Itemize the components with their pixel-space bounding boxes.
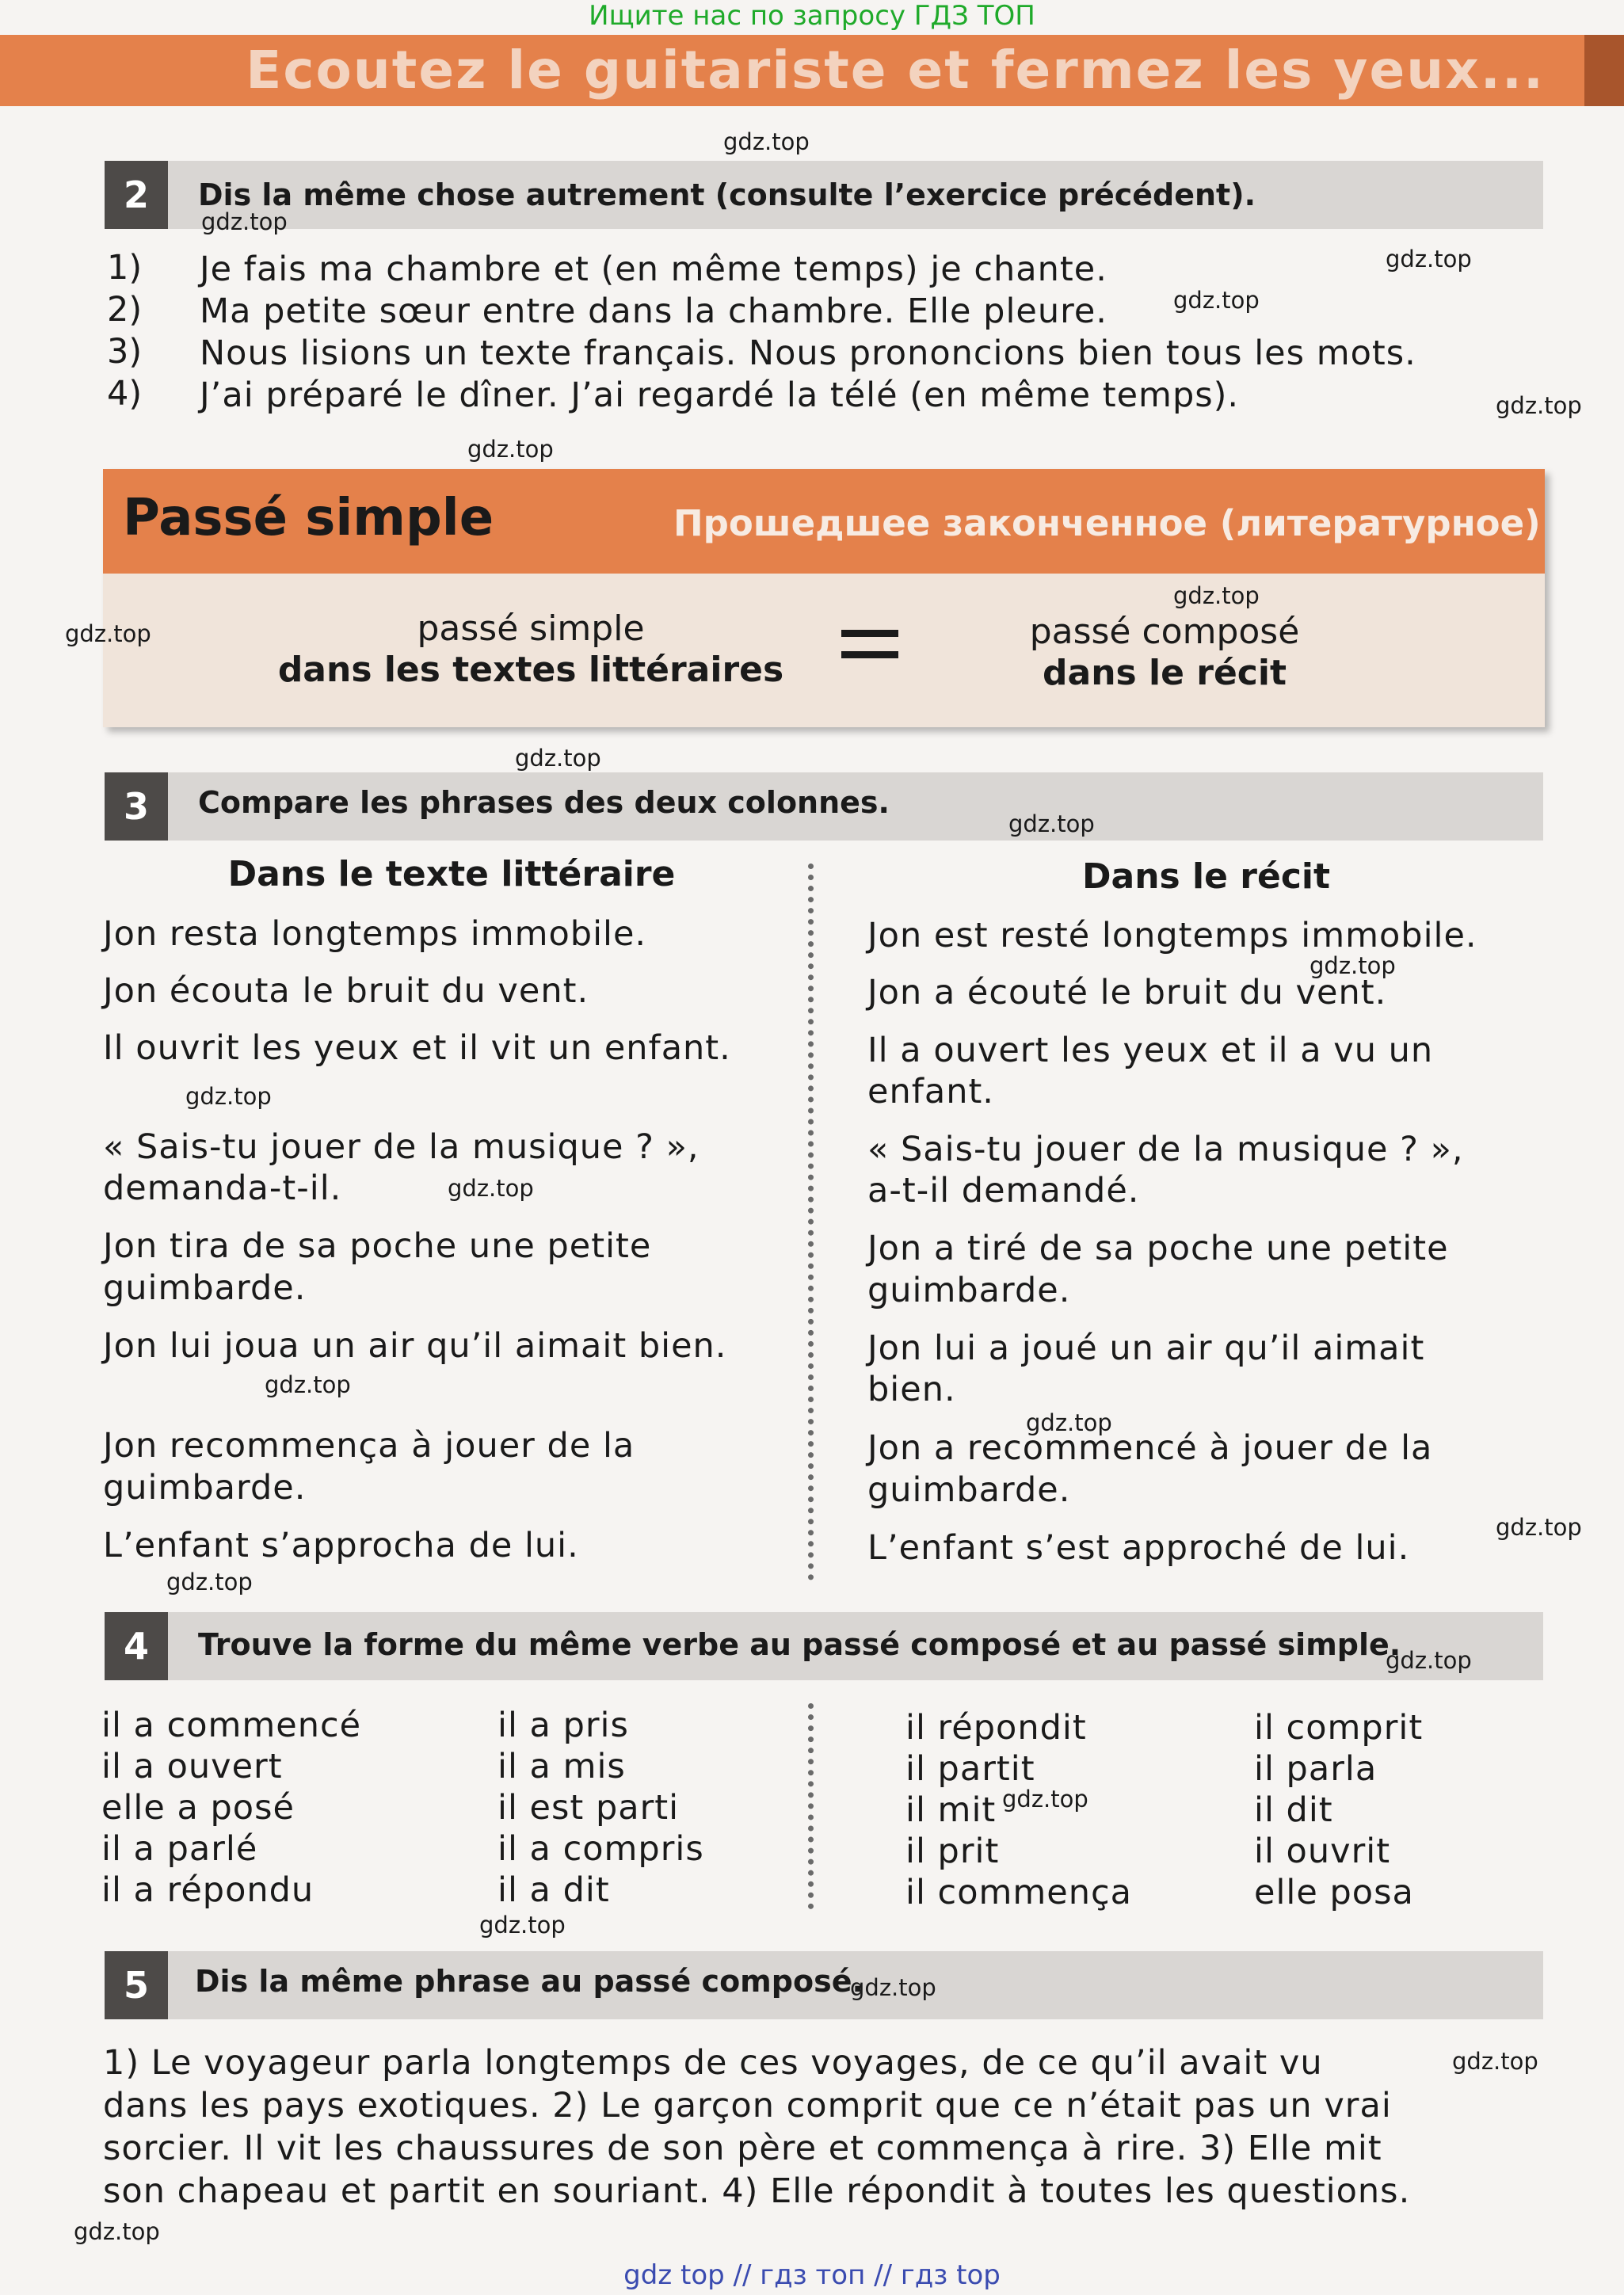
- narrative-sentence-6-line-1: Jon lui a joué un air qu’il aimait: [867, 1329, 1425, 1368]
- ex2-item-4-num: 4): [107, 374, 143, 414]
- grammar-right-line-2: dans le récit: [1043, 653, 1287, 693]
- watermark: gdz.top: [1008, 810, 1095, 837]
- watermark: gdz.top: [1026, 1409, 1112, 1436]
- watermark: gdz.top: [1386, 1647, 1472, 1674]
- ex2-item-1-text: Je fais ma chambre et (en même temps) je chante.: [200, 250, 1107, 289]
- verb-ps-6: il comprit: [1254, 1708, 1424, 1748]
- watermark: gdz.top: [65, 620, 151, 647]
- watermark: gdz.top: [1002, 1786, 1088, 1813]
- grammar-left-line-1: passé simple: [417, 608, 645, 649]
- verb-pc-8: il est parti: [497, 1788, 680, 1828]
- exercise-4-instruction: Trouve la forme du même verbe au passé composé et au passé simple.: [198, 1627, 1401, 1662]
- ex5-text-line-4: son chapeau et partit en souriant. 4) Elle répondit à toutes les questions.: [103, 2171, 1411, 2211]
- ex5-text-line-3: sorcier. Il vit les chaussures de son père et commença à rire. 3) Elle mit: [103, 2129, 1382, 2168]
- equals-sign-icon: [841, 630, 898, 673]
- ex2-item-3-text: Nous lisions un texte français. Nous prononcions bien tous les mots.: [200, 334, 1416, 373]
- verb-ps-7: il parla: [1254, 1749, 1378, 1789]
- narrative-sentence-2: Jon a écouté le bruit du vent.: [867, 973, 1387, 1012]
- verb-ps-4: il prit: [905, 1832, 1000, 1871]
- grammar-left-line-2: dans les textes littéraires: [277, 650, 784, 690]
- narrative-sentence-7-line-1: Jon a recommencé à jouer de la: [867, 1428, 1433, 1468]
- watermark: gdz.top: [515, 745, 601, 772]
- verb-pc-5: il a répondu: [101, 1870, 315, 1910]
- verb-ps-2: il partit: [905, 1749, 1035, 1789]
- literary-sentence-1: Jon resta longtemps immobile.: [103, 914, 647, 954]
- exercise-2-instruction: Dis la même chose autrement (consulte l’exercice précédent).: [198, 177, 1256, 212]
- narrative-sentence-1: Jon est resté longtemps immobile.: [867, 916, 1477, 955]
- verb-pc-3: elle a posé: [101, 1788, 295, 1828]
- watermark: gdz.top: [1173, 582, 1260, 609]
- verb-ps-5: il commença: [905, 1873, 1132, 1912]
- literary-sentence-8: L’enfant s’approcha de lui.: [103, 1526, 579, 1565]
- literary-sentence-7-line-2: guimbarde.: [103, 1468, 307, 1508]
- column-head-narrative: Dans le récit: [1081, 856, 1331, 897]
- ex2-item-1-num: 1): [107, 248, 143, 288]
- watermark: gdz.top: [1496, 1514, 1582, 1541]
- watermark: gdz.top: [1386, 246, 1472, 273]
- narrative-sentence-5-line-2: guimbarde.: [867, 1271, 1071, 1310]
- column-divider: [808, 863, 814, 1580]
- watermark: gdz.top: [850, 1974, 936, 2001]
- exercise-5-instruction: Dis la même phrase au passé composé.: [195, 1964, 863, 1999]
- narrative-sentence-6-line-2: bien.: [867, 1370, 956, 1409]
- search-hint-link[interactable]: Ищите нас по запросу ГДЗ ТОП: [589, 0, 1035, 32]
- verb-pc-10: il a dit: [497, 1870, 610, 1910]
- literary-sentence-5-line-2: guimbarde.: [103, 1268, 307, 1308]
- narrative-sentence-4-line-2: a-t-il demandé.: [867, 1171, 1140, 1210]
- verb-pc-7: il a mis: [497, 1747, 626, 1786]
- watermark: gdz.top: [185, 1083, 272, 1110]
- exercise-3-number: 3: [105, 772, 168, 841]
- literary-sentence-3: Il ouvrit les yeux et il vit un enfant.: [103, 1028, 731, 1068]
- exercise-2-number: 2: [105, 161, 168, 229]
- narrative-sentence-3-line-2: enfant.: [867, 1072, 994, 1111]
- verb-pc-2: il a ouvert: [101, 1747, 283, 1786]
- verb-pc-6: il a pris: [497, 1706, 629, 1745]
- literary-sentence-7-line-1: Jon recommença à jouer de la: [103, 1426, 635, 1466]
- narrative-sentence-4-line-1: « Sais-tu jouer de la musique ? »,: [867, 1130, 1464, 1169]
- literary-sentence-4-line-2: demanda-t-il.: [103, 1168, 342, 1208]
- watermark: gdz.top: [723, 128, 810, 155]
- verb-ps-8: il dit: [1254, 1790, 1333, 1830]
- footer-link[interactable]: gdz top // гдз топ // гдз top: [623, 2259, 1001, 2291]
- watermark: gdz.top: [467, 436, 554, 463]
- ex2-item-3-num: 3): [107, 332, 143, 372]
- literary-sentence-2: Jon écouta le bruit du vent.: [103, 971, 589, 1011]
- verb-ps-1: il répondit: [905, 1708, 1087, 1748]
- exercise-5-number: 5: [105, 1951, 168, 2019]
- watermark: gdz.top: [1309, 952, 1396, 979]
- ex5-text-line-2: dans les pays exotiques. 2) Le garçon comprit que ce n’était pas un vrai: [103, 2086, 1392, 2125]
- watermark: gdz.top: [1452, 2048, 1538, 2075]
- watermark: gdz.top: [479, 1912, 566, 1939]
- watermark: gdz.top: [201, 208, 288, 235]
- watermark: gdz.top: [1173, 287, 1260, 314]
- exercise-4-number: 4: [105, 1612, 168, 1680]
- ex5-text-line-1: 1) Le voyageur parla longtemps de ces voyages, de ce qu’il avait vu: [103, 2043, 1323, 2083]
- narrative-sentence-5-line-1: Jon a tiré de sa poche une petite: [867, 1229, 1449, 1268]
- verb-ps-10: elle posa: [1254, 1873, 1414, 1912]
- narrative-sentence-8: L’enfant s’est approché de lui.: [867, 1528, 1410, 1568]
- verb-pc-9: il a compris: [497, 1829, 704, 1869]
- watermark: gdz.top: [1496, 392, 1582, 419]
- literary-sentence-5-line-1: Jon tira de sa poche une petite: [103, 1226, 652, 1266]
- grammar-subtitle: Прошедшее законченное (литературное): [673, 502, 1541, 544]
- verb-ps-9: il ouvrit: [1254, 1832, 1391, 1871]
- verb-pc-1: il a commencé: [101, 1706, 362, 1745]
- ex2-item-2-num: 2): [107, 290, 143, 330]
- verb-columns-divider: [808, 1703, 814, 1909]
- watermark: gdz.top: [265, 1371, 351, 1398]
- watermark: gdz.top: [448, 1175, 534, 1202]
- literary-sentence-6: Jon lui joua un air qu’il aimait bien.: [103, 1326, 727, 1366]
- ex2-item-4-text: J’ai préparé le dîner. J’ai regardé la télé (en même temps).: [200, 376, 1240, 415]
- ex2-item-2-text: Ma petite sœur entre dans la chambre. Elle pleure.: [200, 292, 1107, 331]
- chapter-header-edge: [1584, 35, 1624, 106]
- exercise-3-instruction: Compare les phrases des deux colonnes.: [198, 785, 890, 820]
- watermark: gdz.top: [166, 1569, 253, 1595]
- chapter-title: Ecoutez le guitariste et fermez les yeux...: [246, 40, 1545, 101]
- narrative-sentence-3-line-1: Il a ouvert les yeux et il a vu un: [867, 1031, 1434, 1070]
- narrative-sentence-7-line-2: guimbarde.: [867, 1470, 1071, 1510]
- grammar-right-line-1: passé composé: [1029, 612, 1300, 652]
- grammar-title: Passé simple: [123, 489, 494, 547]
- watermark: gdz.top: [74, 2218, 160, 2245]
- verb-ps-3: il mit: [905, 1790, 997, 1830]
- literary-sentence-4-line-1: « Sais-tu jouer de la musique ? »,: [103, 1127, 700, 1167]
- verb-pc-4: il a parlé: [101, 1829, 258, 1869]
- column-head-literary: Dans le texte littéraire: [227, 854, 676, 894]
